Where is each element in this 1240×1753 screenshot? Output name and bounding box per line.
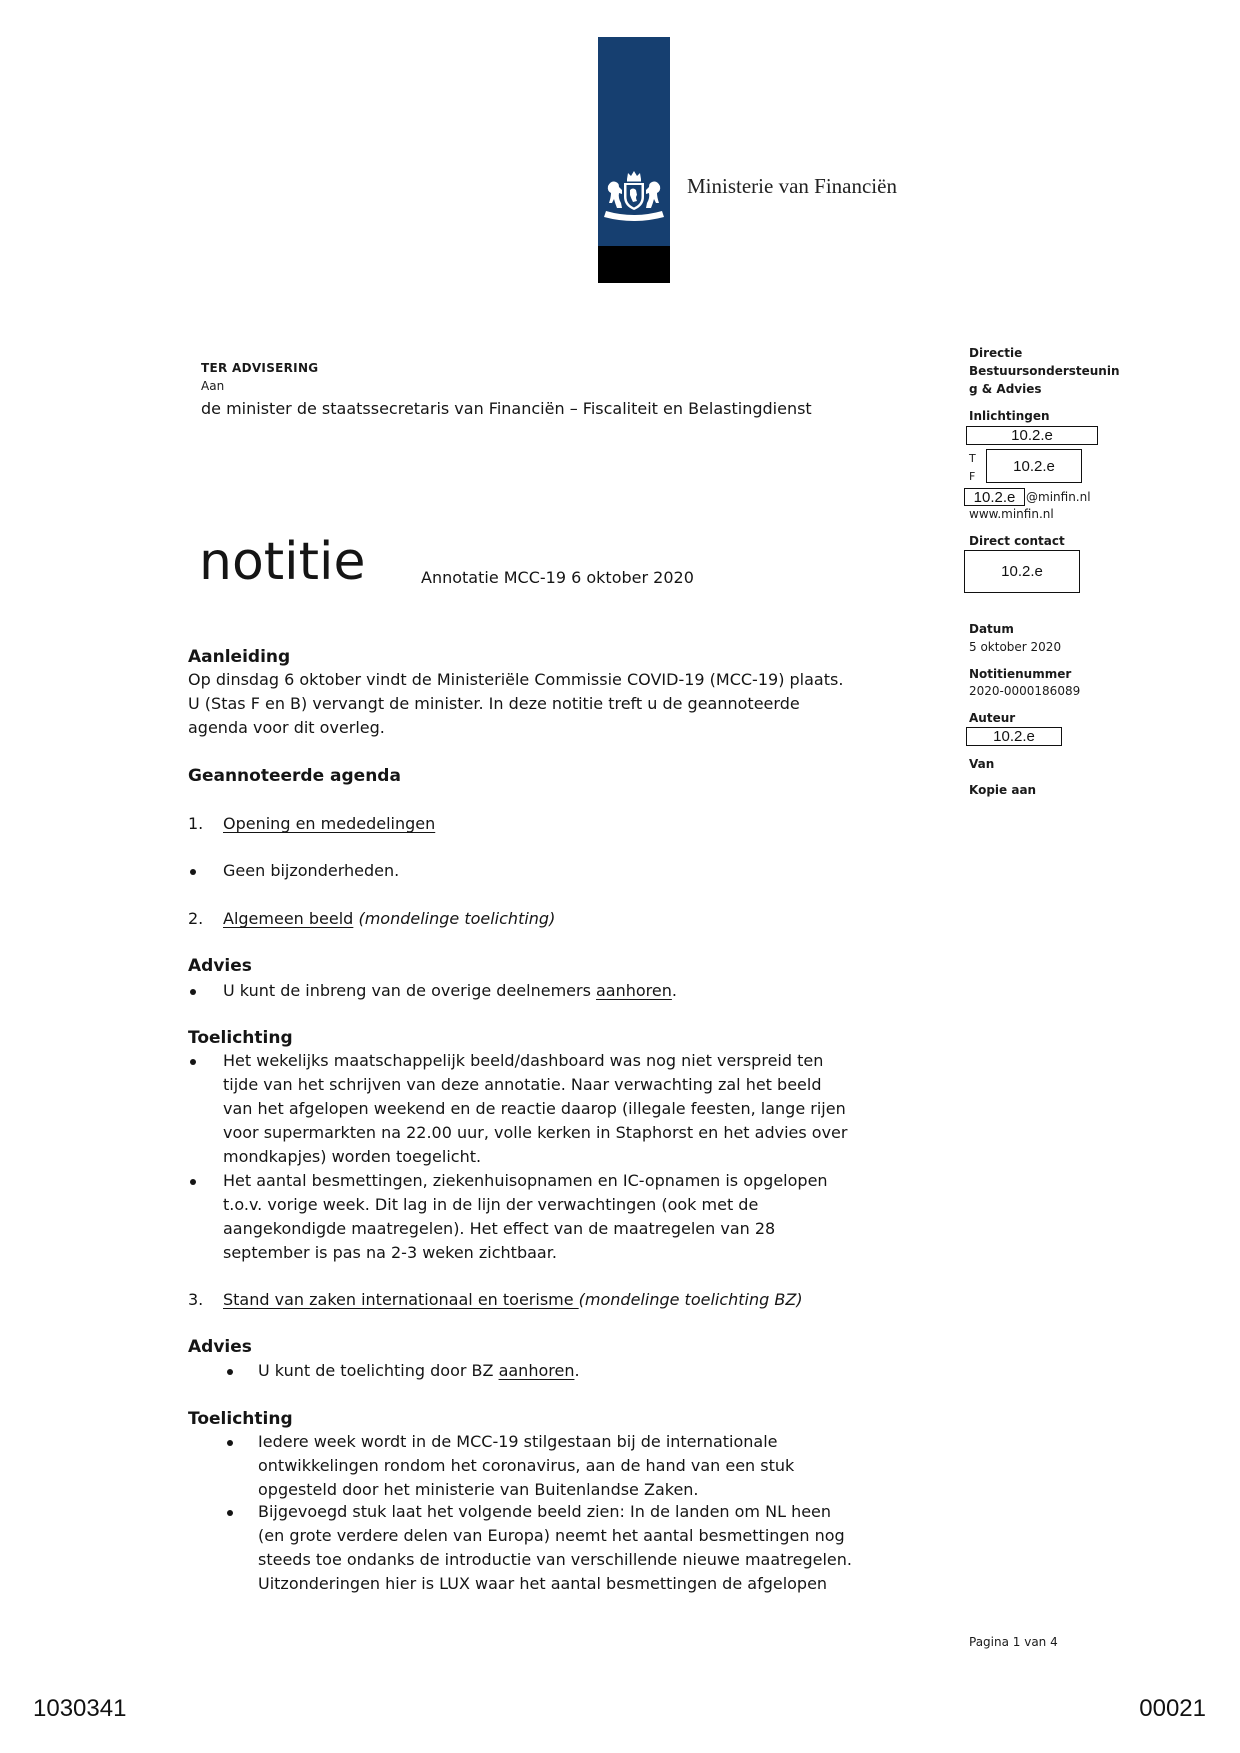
agenda-item-title-text: Algemeen beeld (223, 909, 354, 928)
bullet-icon (190, 1059, 196, 1065)
website: www.minfin.nl (969, 507, 1054, 521)
bullet-text: Geen bijzonderheden. (223, 861, 400, 880)
email-redaction-box: 10.2.e (964, 488, 1025, 506)
intro-line: U (Stas F en B) vervangt de minister. In deze notitie treft u de geannoteerde (188, 694, 800, 713)
explanation-line: opgesteld door het ministerie van Buitenlandse Zaken. (258, 1480, 699, 1499)
explanation-line: Het aantal besmettingen, ziekenhuisopnamen en IC-opnamen is opgelopen (223, 1171, 828, 1190)
agenda-item-note: (mondelinge toelichting) (358, 909, 556, 928)
bullet-icon (227, 1440, 233, 1446)
document-stamp-left: 1030341 (33, 1695, 127, 1722)
explanation-line: Iedere week wordt in de MCC-19 stilgestaan bij de internationale (258, 1432, 778, 1451)
agenda-item-number: 2. (188, 909, 204, 928)
agenda-item-title (223, 812, 435, 836)
agenda-item-number: 1. (188, 814, 204, 833)
explanation-heading: Toelichting (188, 1028, 293, 1048)
document-subject: Annotatie MCC-19 6 oktober 2020 (421, 568, 694, 587)
explanation-line: aangekondigde maatregelen). Het effect van de maatregelen van 28 (223, 1219, 776, 1238)
advice-heading: Advies (188, 956, 252, 976)
advice-text-end: . (671, 981, 677, 1000)
advice-underlined-word: aanhoren (498, 1361, 575, 1380)
inlichtingen-redaction-box: 10.2.e (966, 426, 1098, 445)
advice-heading: Advies (188, 1337, 252, 1357)
date-value: 5 oktober 2020 (969, 640, 1062, 654)
explanation-line: steeds toe ondanks de introductie van verschillende nieuwe maatregelen. (258, 1550, 852, 1569)
agenda-heading: Geannoteerde agenda (188, 766, 401, 786)
advice-text-end: . (574, 1361, 580, 1380)
intro-line: agenda voor dit overleg. (188, 718, 385, 737)
ministry-name: Ministerie van Financiën (687, 174, 897, 198)
advice-type-label: TER ADVISERING (201, 361, 319, 375)
agenda-item-title (223, 1288, 803, 1312)
page-indicator: Pagina 1 van 4 (969, 1635, 1058, 1649)
explanation-line: Bijgevoegd stuk laat het volgende beeld zien: In de landen om NL heen (258, 1502, 832, 1521)
phone-redaction-box: 10.2.e (986, 449, 1082, 483)
document-stamp-right: 00021 (1139, 1695, 1206, 1722)
bullet-icon (227, 1369, 233, 1375)
fax-label: F (969, 470, 976, 483)
explanation-line: (en grote verdere delen van Europa) neemt het aantal besmettingen nog (258, 1526, 845, 1545)
cc-label: Kopie aan (969, 783, 1037, 797)
note-number-value: 2020-0000186089 (969, 684, 1081, 698)
from-label: Van (969, 757, 995, 771)
explanation-line: van het afgelopen weekend en de reactie daarop (illegale feesten, lange rijen (223, 1099, 846, 1118)
advice-text-start: U kunt de toelichting door BZ (258, 1361, 499, 1380)
advice-text (258, 1359, 580, 1383)
agenda-item-number: 3. (188, 1290, 204, 1309)
phone-label: T (969, 452, 976, 465)
advice-text (223, 979, 677, 1003)
direct-contact-redaction-box: 10.2.e (964, 550, 1080, 593)
advice-underlined-word: aanhoren (596, 981, 672, 1000)
department-line-1: Directie (969, 346, 1023, 360)
explanation-line: ontwikkelingen rondom het coronavirus, aan de hand van een stuk (258, 1456, 795, 1475)
agenda-item-title-text: Opening en mededelingen (223, 814, 436, 833)
explanation-line: voor supermarkten na 22.00 uur, volle kerken in Staphorst en het advies over (223, 1123, 848, 1142)
explanation-line: tijde van het schrijven van deze annotatie. Naar verwachting zal het beeld (223, 1075, 822, 1094)
logo-black-band (598, 246, 670, 283)
bullet-icon (190, 1179, 196, 1185)
agenda-item-note: (mondelinge toelichting BZ) (578, 1290, 803, 1309)
note-number-label: Notitienummer (969, 667, 1072, 681)
intro-heading: Aanleiding (188, 647, 291, 667)
to-label: Aan (201, 379, 225, 393)
intro-line: Op dinsdag 6 oktober vindt de Ministeriële Commissie COVID-19 (MCC-19) plaats. (188, 670, 844, 689)
bullet-icon (227, 1510, 233, 1516)
coat-of-arms-icon (602, 170, 666, 224)
inlichtingen-label: Inlichtingen (969, 409, 1050, 423)
document-type-title: notitie (199, 532, 366, 592)
author-label: Auteur (969, 711, 1016, 725)
advice-text-start: U kunt de inbreng van de overige deelnemers (223, 981, 596, 1000)
direct-contact-label: Direct contact (969, 534, 1065, 548)
bullet-icon (190, 989, 196, 995)
date-label: Datum (969, 622, 1014, 636)
recipient: de minister de staatssecretaris van Financiën – Fiscaliteit en Belastingdienst (201, 399, 812, 418)
explanation-heading: Toelichting (188, 1409, 293, 1429)
email-domain: @minfin.nl (1026, 490, 1091, 504)
explanation-line: t.o.v. vorige week. Dit lag in de lijn der verwachtingen (ook met de (223, 1195, 759, 1214)
agenda-item-title (223, 907, 555, 931)
department-line-2: Bestuursondersteunin (969, 364, 1120, 378)
explanation-line: mondkapjes) worden toegelicht. (223, 1147, 482, 1166)
department-line-3: g & Advies (969, 382, 1042, 396)
explanation-line: Het wekelijks maatschappelijk beeld/dashboard was nog niet verspreid ten (223, 1051, 824, 1070)
explanation-line: september is pas na 2-3 weken zichtbaar. (223, 1243, 557, 1262)
explanation-line: Uitzonderingen hier is LUX waar het aantal besmettingen de afgelopen (258, 1574, 828, 1593)
author-redaction-box: 10.2.e (966, 727, 1062, 746)
agenda-item-title-text: Stand van zaken internationaal en toerisme (223, 1290, 579, 1309)
bullet-icon (190, 869, 196, 875)
